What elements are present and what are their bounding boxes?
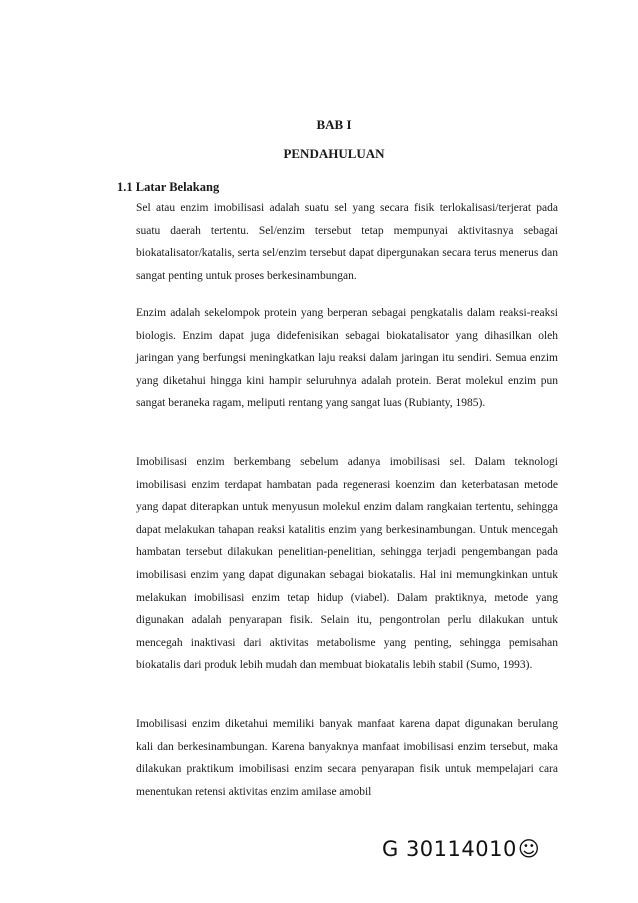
smiley-icon: ☺ <box>517 837 541 861</box>
paragraph-1: Sel atau enzim imobilisasi adalah suatu sel yang secara fisik terlokalisasi/terjerat pada suatu daerah tertentu. Sel/enzim tersebut tetap mempunyai aktivitasnya sebagai biokatalisator/katalis, serta sel/enzim tersebut dapat dipergunakan secara terus menerus dan sangat penting untuk proses berkesinambungan. <box>136 202 558 282</box>
chapter-label: BAB I <box>316 117 352 132</box>
paragraph-4: Imobilisasi enzim diketahui memiliki banyak manfaat karena dapat digunakan berulang kali dan berkesinambungan. Karena banyaknya manfaat imobilisasi enzim tersebut, maka dilakukan praktikum imobilisasi enzim secara penyarapan fisik untuk mempelajari cara menentukan retensi aktivitas enzim amilase amobil <box>136 718 558 798</box>
student-id-text: G 30114010 <box>382 837 517 861</box>
chapter-title: PENDAHULUAN <box>283 146 385 161</box>
paragraph-3: Imobilisasi enzim berkembang sebelum adanya imobilisasi sel. Dalam teknologi imobilisasi enzim terdapat hambatan pada regenerasi koenzim dan keterbatasan metode yang dapat diterapkan untuk menyusun molekul enzim dalam rangkaian tertentu, sehingga dapat melakukan tahapan reaksi katalitis enzim yang berkesinambungan. Untuk mencegah hambatan tersebut dilakukan penelitian-penelitian, sehingga terjadi pengembangan pada imobilisasi enzim yang dapat digunakan sebagai biokatalis. Hal ini memungkinkan untuk melakukan imobilisasi enzim tetap hidup (viabel). Dalam praktiknya, metode yang digunakan adalah penyarapan fisik. Selain itu, pengontrolan perlu dilakukan untuk mencegah inaktivasi dari aktivitas metabolisme yang penting, sehingga pemisahan biokatalis dari produk lebih mudah dan membuat biokatalis lebih stabil (Sumo, 1993). <box>136 456 558 672</box>
student-id-footer <box>382 836 540 862</box>
section-heading: 1.1 Latar Belakang <box>117 180 220 194</box>
paragraph-2: Enzim adalah sekelompok protein yang berperan sebagai pengkatalis dalam reaksi-reaksi biologis. Enzim dapat juga didefenisikan sebagai biokatalisator yang dihasilkan oleh jaringan yang berfungsi meningkatkan laju reaksi dalam jaringan itu sendiri. Semua enzim yang diketahui hingga kini hampir seluruhnya adalah protein. Berat molekul enzim pun sangat beraneka ragam, meliputi rentang yang sangat luas (Rubianty, 1985). <box>136 307 558 410</box>
